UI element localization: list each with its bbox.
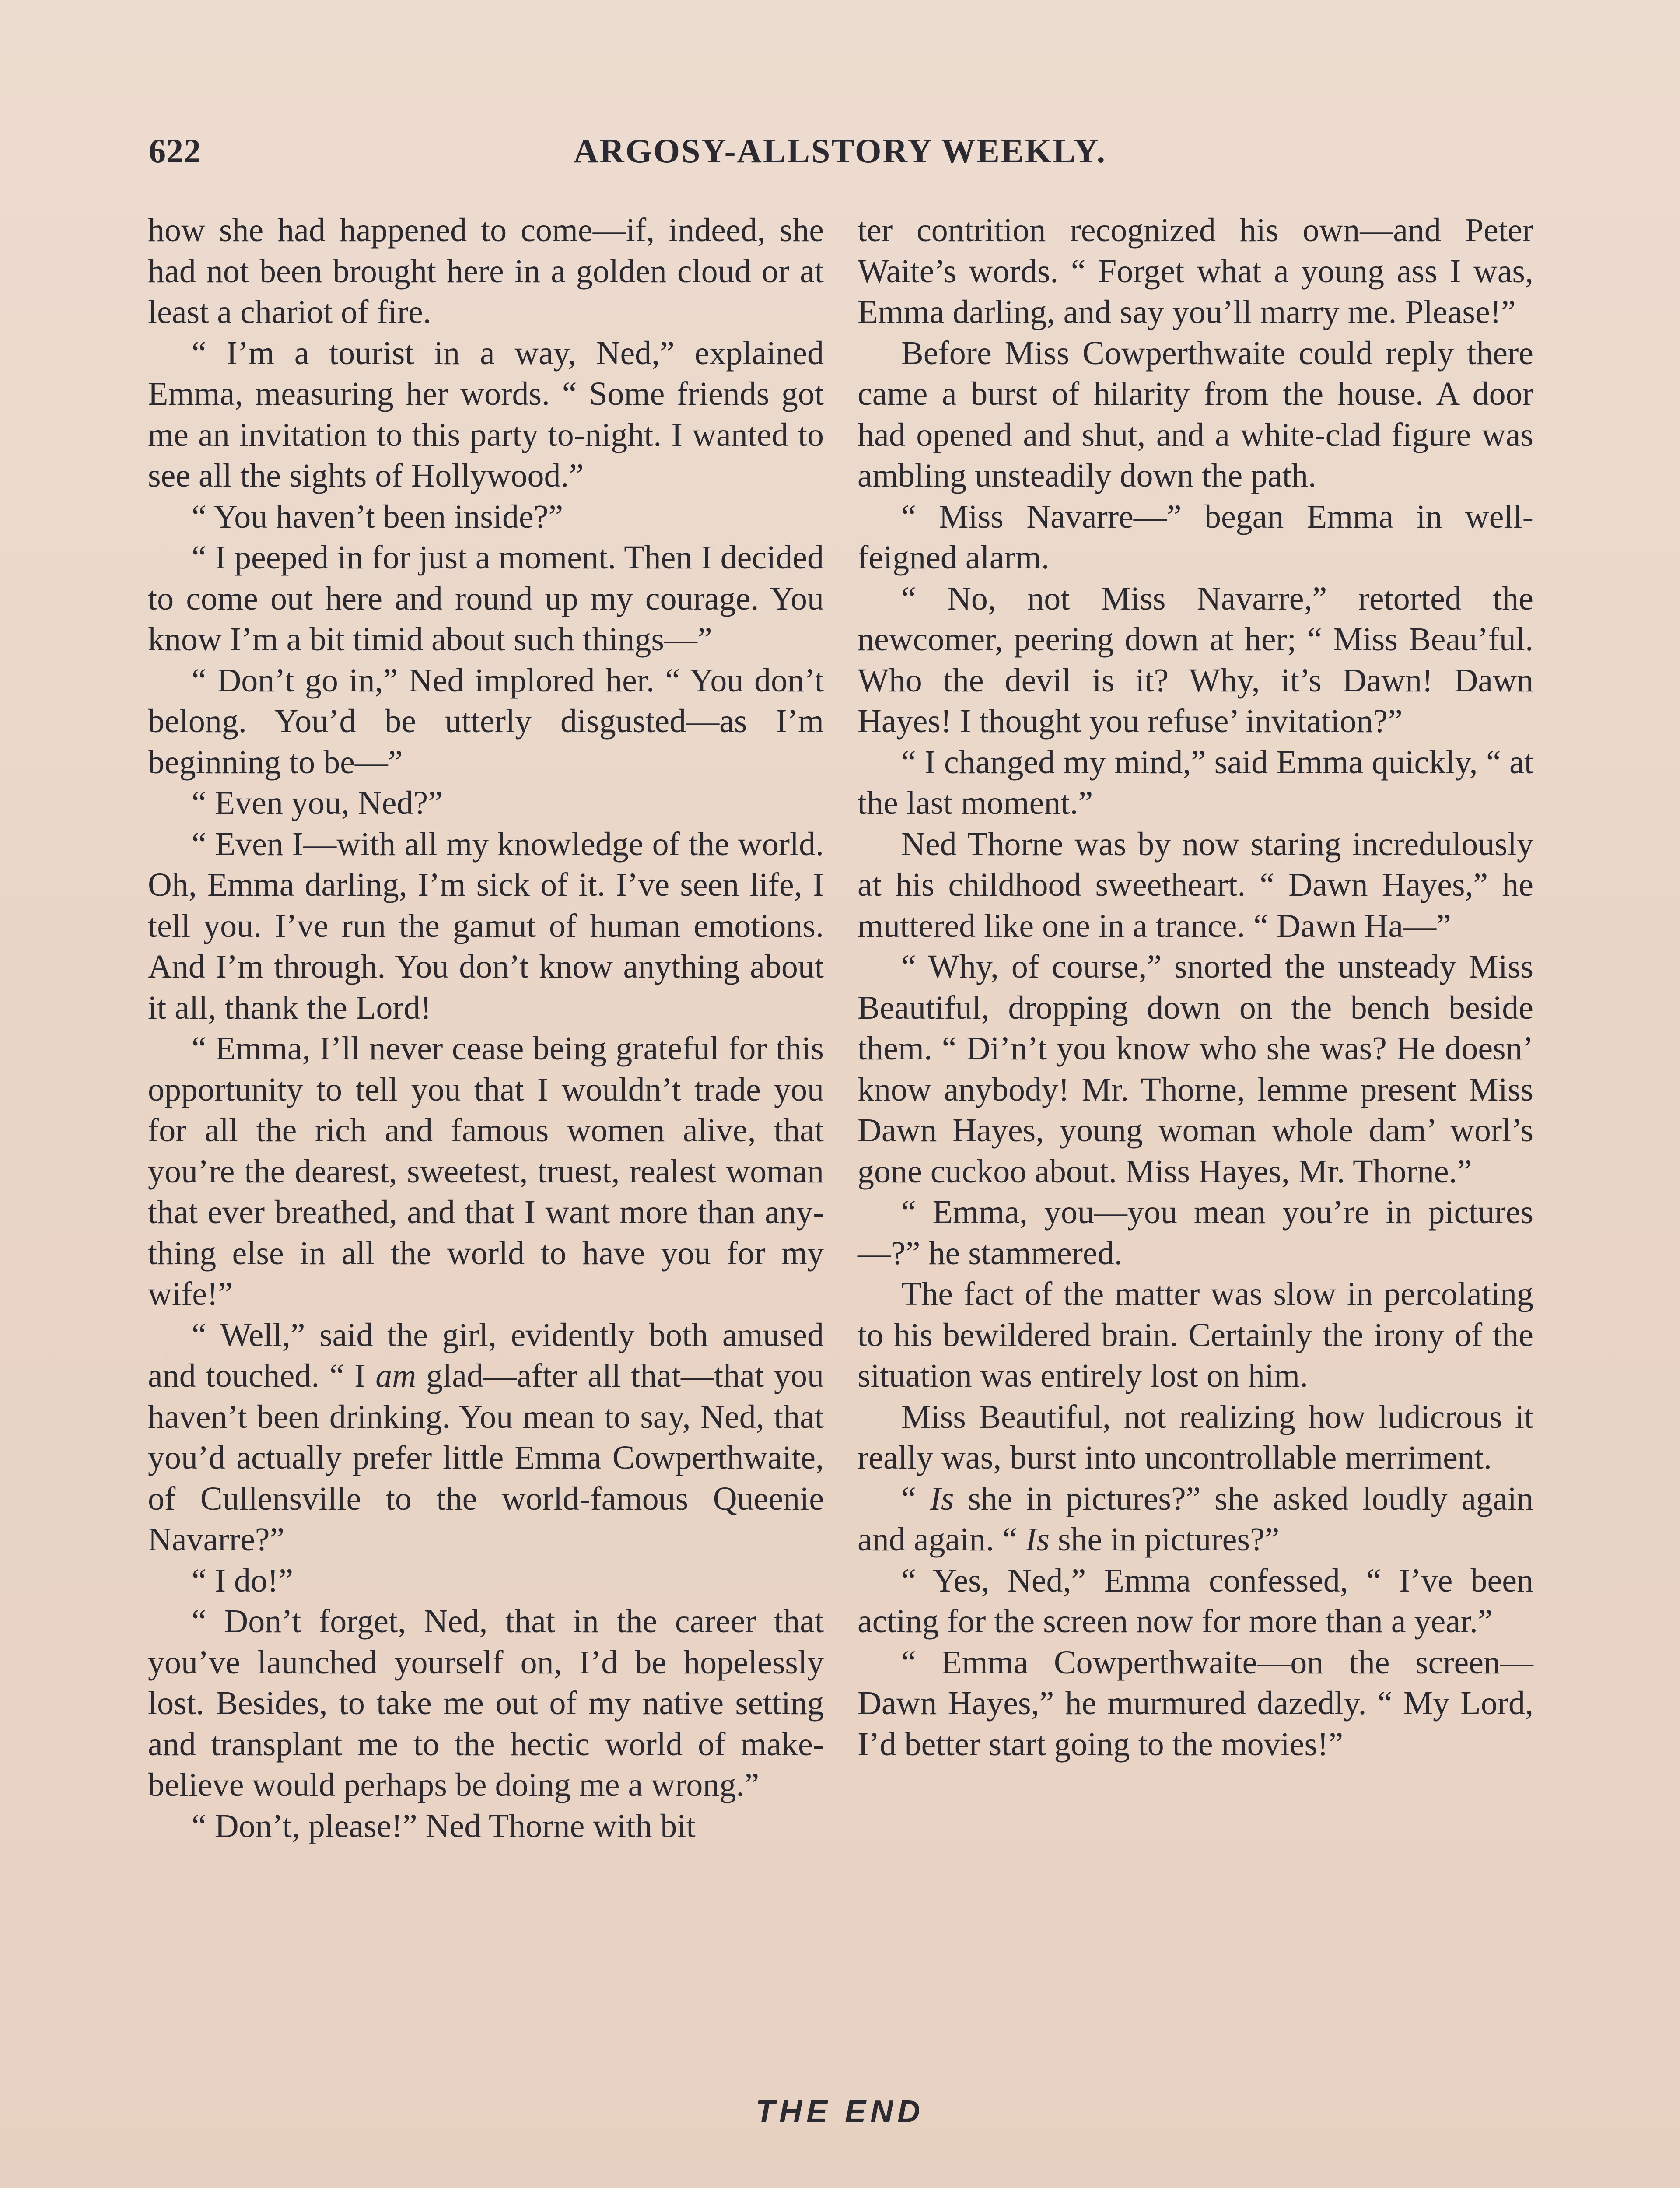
paragraph: “ Emma, I’ll never cease being grateful for this opportunity to tell you that I wouldn’t trade you for all the rich and famous women alive, that you’re the dearest, sweetest, truest, realest woman that ever breathed, and that I want more than anything else in all the world to have you for my wife!” [148,1030,824,1312]
paragraph: “ Don’t, please!” Ned Thorne with bit [192,1807,696,1844]
paragraph: “ I’m a tourist in a way, Ned,” explained Emma, measuring her words. “ Some friends got me an invitation to this party to-night. I wanted to see all the sights of Hollywood.” [148,334,824,494]
paragraph: how she had happened to come—if, indeed, she had not been brought here in a golden cloud or at least a chariot of fire. [148,212,824,330]
paragraph: “ Miss Navarre—” began Emma in well-feigned alarm. [858,498,1533,576]
paragraph: “ Why, of course,” snorted the unsteady Miss Beautiful, dropping down on the bench beside them. “ Di’n’t you know who she was? He doesn’ know anybody! Mr. Thorne, lemme present Miss Dawn Hayes, young woman whole dam’ worl’s gone cuckoo about. Miss Hayes, Mr. Thorne.” [858,948,1533,1190]
paragraph: “ You haven’t been inside?” [192,498,564,535]
paragraph: Miss Beautiful, not realizing how ludicrous it really was, burst into uncontrollable merriment. [858,1398,1533,1476]
paragraph: “ Don’t go in,” Ned implored her. “ You don’t belong. You’d be utterly disgusted—as I’m beginning to be—” [148,662,824,781]
paragraph: “ I changed my mind,” said Emma quickly, “ at the last moment.” [858,743,1533,821]
paragraph: “ Yes, Ned,” Emma confessed, “ I’ve been acting for the screen now for more than a year.” [858,1562,1533,1640]
paragraph: ter contrition recognized his own—and Peter Waite’s words. “ Forget what a young ass I was, Emma darling, and say you’ll marry me. Please!” [858,212,1533,330]
paragraph: “ Even you, Ned?” [192,785,443,821]
paragraph: “ Emma, you—you mean you’re in pictures—?” he stammered. [858,1194,1533,1272]
paragraph: “ Well,” said the girl, evidently both amused and touched. “ I am glad—after all that—that you haven’t been drinking. You mean to say, Ned, that you’d actually prefer little Emma Cowperthwaite, of Cullensville to the world-famous Queenie Navarre?” [148,1316,824,1558]
paragraph: “ I peeped in for just a moment. Then I decided to come out here and round up my courage. You know I’m a bit timid about such things—” [148,539,824,658]
page-header [149,131,1531,171]
page-number: 622 [149,132,201,170]
paragraph: “ No, not Miss Navarre,” retorted the newcomer, peering down at her; “ Miss Beau’ful. Who the devil is it? Why, it’s Dawn! Dawn Hayes! I thought you refuse’ invitation?” [858,580,1533,740]
paragraph: “ I do!” [192,1562,294,1599]
left-text-column [148,210,824,1847]
paragraph: The fact of the matter was slow in percolating to his bewildered brain. Certainly the irony of the situation was entirely lost on him. [858,1276,1533,1394]
paragraph: “ Is she in pictures?” she asked loudly again and again. “ Is she in pictures?” [858,1480,1533,1558]
paragraph: “ Even I—with all my knowledge of the world. Oh, Emma darling, I’m sick of it. I’ve seen life, I tell you. I’ve run the gamut of human emotions. And I’m through. You don’t know anything about it all, thank the Lord! [148,825,824,1026]
magazine-title: ARGOSY-ALLSTORY WEEKLY. [574,132,1106,170]
paragraph: Ned Thorne was by now staring incredulously at his childhood sweetheart. “ Dawn Hayes,” he muttered like one in a trance. “ Dawn Ha—” [858,825,1533,944]
paragraph: Before Miss Cowperthwaite could reply there came a burst of hilarity from the house. A door had opened and shut, and a white-clad figure was ambling unsteadily down the path. [858,334,1533,494]
right-text-column [858,210,1533,1765]
paragraph: “ Don’t forget, Ned, that in the career that you’ve launched yourself on, I’d be hopelessly lost. Besides, to take me out of my native setting and transplant me to the hectic world of make-believe would perhaps be doing me a wrong.” [148,1603,824,1803]
end-marker: THE END [755,2094,925,2129]
paragraph: “ Emma Cowperthwaite—on the screen—Dawn Hayes,” he murmured dazedly. “ My Lord, I’d better start going to the movies!” [858,1644,1533,1763]
